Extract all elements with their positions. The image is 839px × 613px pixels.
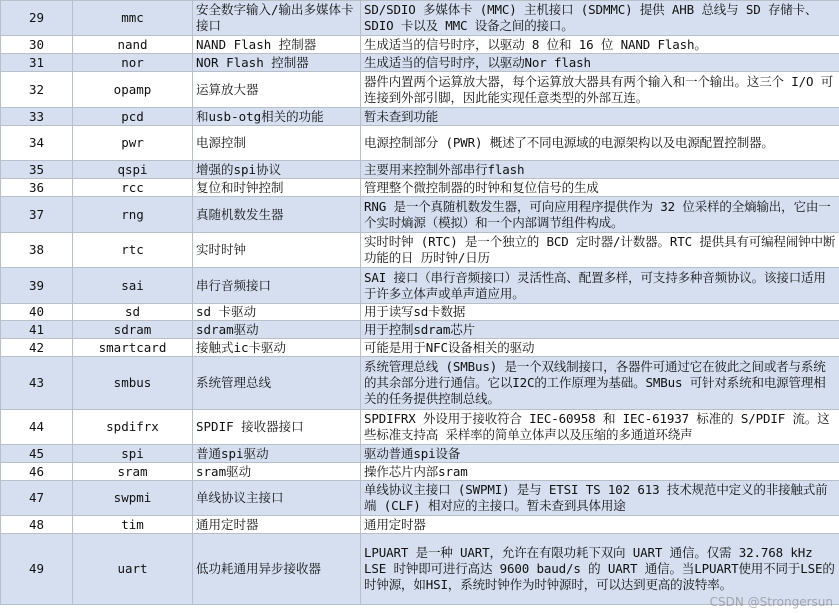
driver-name: sai bbox=[73, 268, 193, 304]
row-number: 36 bbox=[1, 179, 73, 197]
driver-name: sdram bbox=[73, 321, 193, 339]
driver-name: opamp bbox=[73, 72, 193, 108]
driver-title: 运算放大器 bbox=[193, 72, 361, 108]
row-number: 44 bbox=[1, 410, 73, 445]
driver-name: nand bbox=[73, 36, 193, 54]
row-number: 43 bbox=[1, 357, 73, 410]
driver-title: 单线协议主接口 bbox=[193, 481, 361, 516]
driver-description: LPUART 是一种 UART，允许在有限功耗下双向 UART 通信。仅需 32.768 kHz LSE 时钟即可进行高达 9600 baud/s 的 UART 通信。当LPUART使用不同于LSE的时钟源，如HSI，系统时钟作为时钟源时，可以达到更高的波特率。 bbox=[361, 534, 839, 605]
driver-name: rtc bbox=[73, 233, 193, 268]
row-number: 29 bbox=[1, 1, 73, 36]
driver-title: 串行音频接口 bbox=[193, 268, 361, 304]
driver-description: 生成适当的信号时序，以驱动Nor flash bbox=[361, 54, 839, 72]
driver-name: sram bbox=[73, 463, 193, 481]
table-row bbox=[1, 463, 839, 481]
row-number: 47 bbox=[1, 481, 73, 516]
driver-title: sdram驱动 bbox=[193, 321, 361, 339]
driver-description: RNG 是一个真随机数发生器，可向应用程序提供作为 32 位采样的全熵输出，它由一个实时熵源（模拟）和一个内部调节组件构成。 bbox=[361, 197, 839, 233]
table-row bbox=[1, 108, 839, 126]
table-row bbox=[1, 268, 839, 304]
driver-name: smbus bbox=[73, 357, 193, 410]
table-row bbox=[1, 36, 839, 54]
driver-description: 驱动普通spi设备 bbox=[361, 445, 839, 463]
driver-description: 管理整个微控制器的时钟和复位信号的生成 bbox=[361, 179, 839, 197]
driver-description: 器件内置两个运算放大器，每个运算放大器具有两个输入和一个输出。这三个 I/O 可连接到外部引脚，因此能实现任意类型的外部互连。 bbox=[361, 72, 839, 108]
watermark: CSDN @Strongersun bbox=[709, 595, 833, 609]
driver-title: 实时时钟 bbox=[193, 233, 361, 268]
driver-description: 电源控制部分 (PWR) 概述了不同电源域的电源架构以及电源配置控制器。 bbox=[361, 126, 839, 161]
driver-description: 操作芯片内部sram bbox=[361, 463, 839, 481]
driver-title: SPDIF 接收器接口 bbox=[193, 410, 361, 445]
table-row bbox=[1, 72, 839, 108]
row-number: 34 bbox=[1, 126, 73, 161]
table-row bbox=[1, 161, 839, 179]
driver-description: 实时时钟 (RTC) 是一个独立的 BCD 定时器/计数器。RTC 提供具有可编程闹钟中断功能的日 历时钟/日历 bbox=[361, 233, 839, 268]
driver-title: 真随机数发生器 bbox=[193, 197, 361, 233]
row-number: 45 bbox=[1, 445, 73, 463]
driver-title: 复位和时钟控制 bbox=[193, 179, 361, 197]
driver-name: spdifrx bbox=[73, 410, 193, 445]
driver-title: sd 卡驱动 bbox=[193, 304, 361, 321]
row-number: 37 bbox=[1, 197, 73, 233]
driver-description: SAI 接口（串行音频接口）灵活性高、配置多样，可支持多种音频协议。该接口适用于许多立体声或单声道应用。 bbox=[361, 268, 839, 304]
driver-description: 暂未查到功能 bbox=[361, 108, 839, 126]
row-number: 48 bbox=[1, 516, 73, 534]
table-row bbox=[1, 179, 839, 197]
driver-description: SD/SDIO 多媒体卡 (MMC) 主机接口 (SDMMC) 提供 AHB 总线与 SD 存储卡、SDIO 卡以及 MMC 设备之间的接口。 bbox=[361, 1, 839, 36]
driver-title: 普通spi驱动 bbox=[193, 445, 361, 463]
driver-title: NAND Flash 控制器 bbox=[193, 36, 361, 54]
driver-name: qspi bbox=[73, 161, 193, 179]
table-row bbox=[1, 534, 839, 605]
row-number: 40 bbox=[1, 304, 73, 321]
driver-name: spi bbox=[73, 445, 193, 463]
driver-description: 生成适当的信号时序，以驱动 8 位和 16 位 NAND Flash。 bbox=[361, 36, 839, 54]
driver-name: sd bbox=[73, 304, 193, 321]
driver-title: sram驱动 bbox=[193, 463, 361, 481]
driver-name: pwr bbox=[73, 126, 193, 161]
table-row bbox=[1, 445, 839, 463]
row-number: 42 bbox=[1, 339, 73, 357]
row-number: 49 bbox=[1, 534, 73, 605]
row-number: 33 bbox=[1, 108, 73, 126]
table-row bbox=[1, 410, 839, 445]
driver-title: 低功耗通用异步接收器 bbox=[193, 534, 361, 605]
driver-name: rng bbox=[73, 197, 193, 233]
row-number: 39 bbox=[1, 268, 73, 304]
driver-title: NOR Flash 控制器 bbox=[193, 54, 361, 72]
driver-title: 增强的spi协议 bbox=[193, 161, 361, 179]
table-row bbox=[1, 357, 839, 410]
driver-name: swpmi bbox=[73, 481, 193, 516]
driver-name: smartcard bbox=[73, 339, 193, 357]
table-row bbox=[1, 233, 839, 268]
table-row bbox=[1, 54, 839, 72]
row-number: 35 bbox=[1, 161, 73, 179]
driver-description: SPDIFRX 外设用于接收符合 IEC-60958 和 IEC-61937 标准的 S/PDIF 流。这些标准支持高 采样率的简单立体声以及压缩的多通道环绕声 bbox=[361, 410, 839, 445]
table-row bbox=[1, 304, 839, 321]
driver-title: 和usb-otg相关的功能 bbox=[193, 108, 361, 126]
driver-name: tim bbox=[73, 516, 193, 534]
driver-description: 系统管理总线 (SMBus) 是一个双线制接口，各器件可通过它在彼此之间或者与系统的其余部分进行通信。它以I2C的工作原理为基础。SMBus 可针对系统和电源管理相关的任务提供控制总线。 bbox=[361, 357, 839, 410]
driver-name: uart bbox=[73, 534, 193, 605]
row-number: 46 bbox=[1, 463, 73, 481]
row-number: 41 bbox=[1, 321, 73, 339]
row-number: 30 bbox=[1, 36, 73, 54]
driver-name: nor bbox=[73, 54, 193, 72]
driver-title: 通用定时器 bbox=[193, 516, 361, 534]
driver-name: rcc bbox=[73, 179, 193, 197]
driver-title: 接触式ic卡驱动 bbox=[193, 339, 361, 357]
driver-description: 用于控制sdram芯片 bbox=[361, 321, 839, 339]
table-row bbox=[1, 339, 839, 357]
table-row bbox=[1, 321, 839, 339]
table-row bbox=[1, 1, 839, 36]
driver-description: 单线协议主接口 (SWPMI) 是与 ETSI TS 102 613 技术规范中定义的非接触式前端 (CLF) 相对应的主接口。暂未查到具体用途 bbox=[361, 481, 839, 516]
table-row bbox=[1, 126, 839, 161]
table-body bbox=[1, 1, 839, 605]
table-row bbox=[1, 197, 839, 233]
driver-description: 通用定时器 bbox=[361, 516, 839, 534]
table-row bbox=[1, 516, 839, 534]
driver-name: mmc bbox=[73, 1, 193, 36]
table-row bbox=[1, 481, 839, 516]
row-number: 31 bbox=[1, 54, 73, 72]
driver-name: pcd bbox=[73, 108, 193, 126]
row-number: 38 bbox=[1, 233, 73, 268]
driver-description: 用于读写sd卡数据 bbox=[361, 304, 839, 321]
driver-title: 系统管理总线 bbox=[193, 357, 361, 410]
driver-description: 可能是用于NFC设备相关的驱动 bbox=[361, 339, 839, 357]
row-number: 32 bbox=[1, 72, 73, 108]
driver-description: 主要用来控制外部串行flash bbox=[361, 161, 839, 179]
driver-title: 安全数字输入/输出多媒体卡接口 bbox=[193, 1, 361, 36]
driver-title: 电源控制 bbox=[193, 126, 361, 161]
